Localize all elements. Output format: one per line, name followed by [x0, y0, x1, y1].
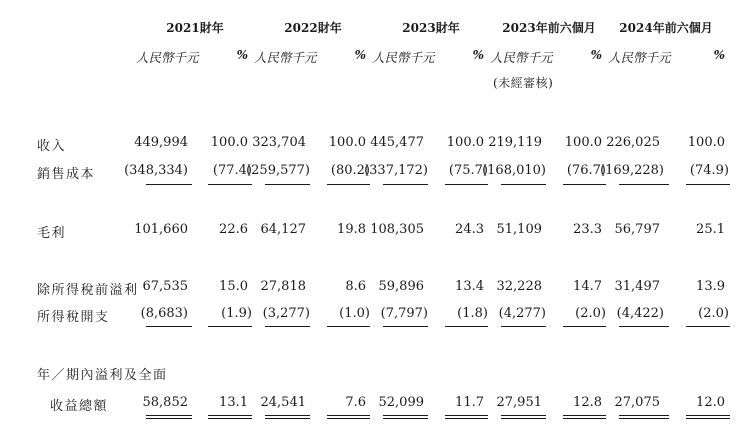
- unaudited-note: (未經審核): [493, 76, 554, 90]
- subtotal-rule: [686, 326, 730, 327]
- cell-pct: (77.4): [212, 163, 252, 178]
- unit-pct-2023: %: [472, 48, 484, 62]
- cell-pct: (74.9): [689, 163, 729, 178]
- total-double-rule: [619, 415, 669, 419]
- cell-pct: (2.0): [698, 306, 729, 321]
- total-double-rule: [686, 415, 730, 419]
- cell-pct: (75.7): [448, 163, 488, 178]
- row-label-income-tax: 所得稅開支: [37, 310, 110, 325]
- cell-pct: 100.0: [328, 135, 366, 150]
- cell-amount: 108,305: [370, 222, 424, 237]
- cell-pct: (76.7): [566, 163, 606, 178]
- cell-amount: 52,099: [378, 395, 424, 410]
- cell-amount: (169,228): [600, 163, 664, 178]
- cell-amount: (337,172): [364, 163, 428, 178]
- subtotal-rule: [619, 326, 669, 327]
- cell-amount: (7,797): [380, 306, 428, 321]
- period-header-1h2023: 2023年前六個月: [502, 21, 596, 35]
- total-double-rule: [146, 415, 192, 419]
- cell-pct: 25.1: [696, 222, 725, 237]
- subtotal-rule: [383, 184, 428, 185]
- cell-pct: 12.8: [573, 395, 602, 410]
- total-double-rule: [445, 415, 488, 419]
- cell-pct: 13.4: [455, 279, 484, 294]
- cell-pct: 13.9: [696, 279, 725, 294]
- row-label-total-comprehensive-income: 年／期內溢利及全面: [37, 368, 168, 383]
- subtotal-rule: [327, 326, 370, 327]
- cell-pct: (2.0): [575, 306, 606, 321]
- total-double-rule: [208, 415, 252, 419]
- cell-pct: (1.0): [339, 306, 370, 321]
- cell-pct: 22.6: [219, 222, 248, 237]
- cell-amount: 67,535: [142, 279, 188, 294]
- cell-amount: 449,994: [134, 135, 188, 150]
- row-label-gross-profit: 毛利: [37, 226, 67, 241]
- subtotal-rule: [208, 184, 252, 185]
- unit-rmb-2021: 人民幣千元: [136, 50, 199, 65]
- cell-pct: 8.6: [345, 279, 366, 294]
- cell-pct: 100.0: [446, 135, 484, 150]
- cell-pct: (80.2): [330, 163, 370, 178]
- cell-pct: 11.7: [455, 395, 484, 410]
- subtotal-rule: [383, 326, 428, 327]
- subtotal-rule: [619, 184, 669, 185]
- subtotal-rule: [327, 184, 370, 185]
- unit-rmb-1h2023: 人民幣千元: [490, 50, 553, 65]
- total-double-rule: [383, 415, 428, 419]
- cell-amount: 101,660: [134, 222, 188, 237]
- cell-pct: 100.0: [564, 135, 602, 150]
- cell-pct: 100.0: [210, 135, 248, 150]
- cell-pct: 12.0: [696, 395, 725, 410]
- unit-pct-2022: %: [354, 48, 366, 62]
- cell-pct: 24.3: [455, 222, 484, 237]
- subtotal-rule: [146, 184, 192, 185]
- cell-amount: 27,818: [260, 279, 306, 294]
- cell-pct: 13.1: [219, 395, 248, 410]
- unit-pct-1h2024: %: [713, 48, 725, 62]
- subtotal-rule: [208, 326, 252, 327]
- cell-amount: 445,477: [370, 135, 424, 150]
- row-label-profit-before-tax: 除所得稅前溢利: [37, 283, 139, 298]
- cell-amount: (259,577): [246, 163, 310, 178]
- unit-pct-1h2023: %: [590, 48, 602, 62]
- subtotal-rule: [501, 184, 546, 185]
- cell-pct: 15.0: [219, 279, 248, 294]
- cell-amount: (8,683): [140, 306, 188, 321]
- cell-amount: 226,025: [606, 135, 660, 150]
- cell-amount: 32,228: [496, 279, 542, 294]
- cell-amount: 27,075: [614, 395, 660, 410]
- cell-pct: (1.8): [457, 306, 488, 321]
- unit-rmb-1h2024: 人民幣千元: [608, 50, 671, 65]
- cell-pct: 100.0: [687, 135, 725, 150]
- cell-amount: 64,127: [260, 222, 306, 237]
- period-header-2021: 2021財年: [166, 21, 224, 35]
- subtotal-rule: [563, 326, 606, 327]
- cell-amount: 323,704: [252, 135, 306, 150]
- subtotal-rule: [265, 184, 310, 185]
- cell-amount: (4,422): [616, 306, 664, 321]
- cell-pct: 14.7: [573, 279, 602, 294]
- row-label-revenue: 收入: [37, 139, 67, 154]
- cell-amount: 31,497: [614, 279, 660, 294]
- cell-pct: 19.8: [337, 222, 366, 237]
- subtotal-rule: [563, 184, 606, 185]
- subtotal-rule: [445, 184, 488, 185]
- total-double-rule: [327, 415, 370, 419]
- unit-rmb-2022: 人民幣千元: [254, 50, 317, 65]
- subtotal-rule: [501, 326, 546, 327]
- subtotal-rule: [265, 326, 310, 327]
- cell-pct: 23.3: [573, 222, 602, 237]
- total-double-rule: [563, 415, 606, 419]
- unit-rmb-2023: 人民幣千元: [372, 50, 435, 65]
- total-double-rule: [501, 415, 546, 419]
- period-header-2022: 2022財年: [284, 21, 342, 35]
- cell-pct: (1.9): [221, 306, 252, 321]
- cell-amount: 219,119: [488, 135, 542, 150]
- cell-amount: (168,010): [482, 163, 546, 178]
- cell-amount: 59,896: [378, 279, 424, 294]
- row-label-total-comprehensive-income-line2: 收益總額: [50, 399, 109, 414]
- subtotal-rule: [445, 326, 488, 327]
- cell-pct: 7.6: [345, 395, 366, 410]
- total-double-rule: [265, 415, 310, 419]
- period-header-1h2024: 2024年前六個月: [619, 21, 713, 35]
- unit-pct-2021: %: [236, 48, 248, 62]
- subtotal-rule: [686, 184, 730, 185]
- cell-amount: 24,541: [260, 395, 306, 410]
- cell-amount: (348,334): [124, 163, 188, 178]
- cell-amount: 27,951: [496, 395, 542, 410]
- subtotal-rule: [146, 326, 192, 327]
- cell-amount: (3,277): [262, 306, 310, 321]
- cell-amount: 58,852: [142, 395, 188, 410]
- cell-amount: (4,277): [498, 306, 546, 321]
- cell-amount: 51,109: [496, 222, 542, 237]
- period-header-2023: 2023財年: [402, 21, 460, 35]
- cell-amount: 56,797: [614, 222, 660, 237]
- row-label-cost-of-sales: 銷售成本: [37, 167, 96, 182]
